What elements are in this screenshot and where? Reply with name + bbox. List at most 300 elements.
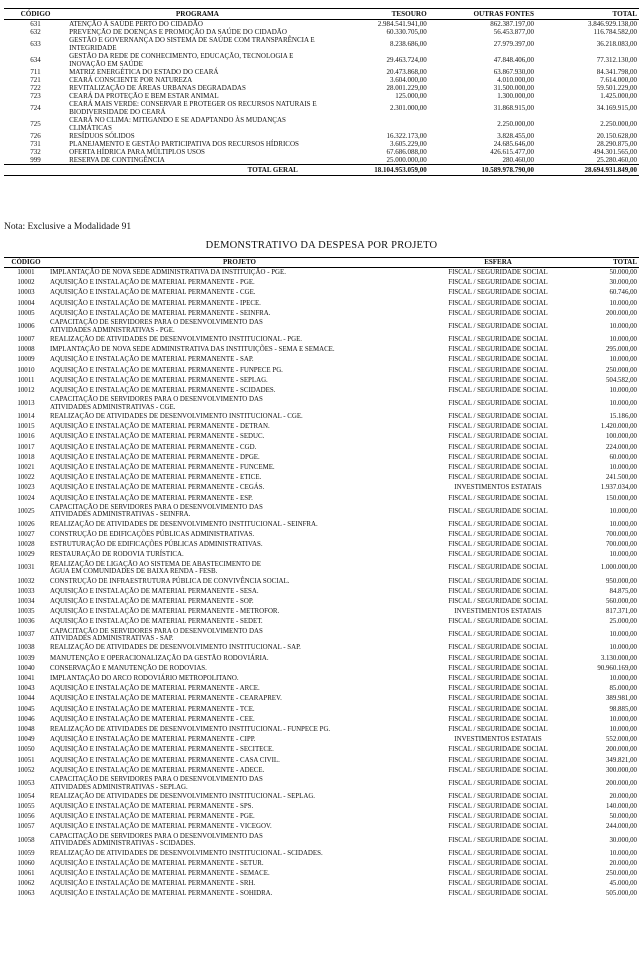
project-total: 20.000,00 [609, 859, 637, 867]
programs-header-program: PROGRAMA [67, 9, 328, 20]
program-outras: 280.460,00 [502, 156, 534, 164]
project-total: 10.000,00 [609, 507, 637, 515]
project-total: 10.000,00 [609, 551, 637, 559]
project-name: REALIZAÇÃO DE ATIVIDADES DE DESENVOLVIMENTO INSTITUCIONAL - SCIDADES. [50, 849, 323, 857]
project-code: 10037 [17, 631, 35, 639]
project-name: AQUISIÇÃO E INSTALAÇÃO DE MATERIAL PERMANENTE - DETRAN. [50, 423, 270, 431]
project-esfera: FISCAL / SEGURIDADE SOCIAL [448, 520, 548, 528]
project-name: AQUISIÇÃO E INSTALAÇÃO DE MATERIAL PERMANENTE - SECITECE. [50, 746, 274, 754]
project-total: 244.000,00 [605, 823, 637, 831]
project-total: 700.000,00 [605, 541, 637, 549]
project-total: 60.000,00 [609, 453, 637, 461]
project-total: 250.000,00 [605, 366, 637, 374]
program-outras: 426.615.477,00 [490, 148, 534, 156]
project-row [4, 684, 639, 694]
program-outras: 862.387.197,00 [490, 20, 534, 28]
program-row [4, 116, 639, 132]
project-code: 10043 [17, 685, 35, 693]
project-code: 10029 [17, 551, 35, 559]
project-code: 10021 [17, 464, 35, 472]
project-row [4, 725, 639, 735]
project-code: 10024 [17, 494, 35, 502]
project-total: 10.000,00 [609, 386, 637, 394]
program-outras: 1.300.000,00 [497, 92, 534, 100]
project-code: 10009 [17, 356, 35, 364]
program-code: 721 [30, 76, 41, 84]
program-name: RESÍDUOS SÓLIDOS [69, 132, 135, 140]
project-name: REALIZAÇÃO DE ATIVIDADES DE DESENVOLVIMENTO INSTITUCIONAL - SAP. [50, 644, 301, 652]
project-total: 10.000,00 [609, 715, 637, 723]
program-name: RESERVA DE CONTINGÊNCIA [69, 156, 165, 164]
program-code: 732 [30, 148, 41, 156]
project-row [4, 335, 639, 345]
project-code: 10039 [17, 654, 35, 662]
project-name: MANUTENÇÃO E OPERACIONALIZAÇÃO DA GESTÃO RODOVIÁRIA. [50, 654, 269, 662]
project-name: AQUISIÇÃO E INSTALAÇÃO DE MATERIAL PERMANENTE - CEE. [50, 715, 255, 723]
project-row [4, 694, 639, 704]
project-name: CONSTRUÇÃO DE INFRAESTRUTURA PÚBLICA DE CONVIVÊNCIA SOCIAL. [50, 577, 290, 585]
program-code: 731 [30, 140, 41, 148]
project-row [4, 560, 639, 576]
program-code: 725 [30, 120, 41, 128]
project-name: IMPLANTAÇÃO DE NOVA SEDE ADMINISTRATIVA DA INSTITUIÇÃO - PGE. [50, 269, 286, 277]
program-code: 723 [30, 92, 41, 100]
project-total: 20.000,00 [609, 792, 637, 800]
project-total: 250.000,00 [605, 870, 637, 878]
project-row [4, 412, 639, 422]
programs-total-outras: 10.589.978.790,00 [429, 165, 536, 176]
project-total: 10.000,00 [609, 464, 637, 472]
project-code: 10023 [17, 484, 35, 492]
project-name: AQUISIÇÃO E INSTALAÇÃO DE MATERIAL PERMANENTE - ADECE. [50, 766, 265, 774]
project-total: 1.937.034,00 [600, 484, 637, 492]
project-total: 10.000,00 [609, 520, 637, 528]
project-name: IMPLANTAÇÃO DO ARCO RODOVIÁRIO METROPOLITANO. [50, 675, 239, 683]
project-row [4, 735, 639, 745]
project-row [4, 714, 639, 724]
program-outras: 56.453.877,00 [493, 28, 534, 36]
project-esfera: FISCAL / SEGURIDADE SOCIAL [448, 664, 548, 672]
program-code: 711 [30, 68, 41, 76]
project-total: 50.000,00 [609, 813, 637, 821]
project-row [4, 319, 639, 335]
project-code: 10012 [17, 386, 35, 394]
project-row [4, 792, 639, 802]
project-code: 10015 [17, 423, 35, 431]
project-name: CONSERVAÇÃO E MANUTENÇÃO DE RODOVIAS. [50, 664, 207, 672]
project-row [4, 812, 639, 822]
programs-total-code [4, 165, 67, 176]
project-esfera: FISCAL / SEGURIDADE SOCIAL [448, 366, 548, 374]
program-tesouro: 2.984.541.941,00 [377, 20, 427, 28]
project-code: 10006 [17, 322, 35, 330]
project-row [4, 540, 639, 550]
project-code: 10002 [17, 279, 35, 287]
program-outras: 24.685.646,00 [493, 140, 534, 148]
project-esfera: FISCAL / SEGURIDADE SOCIAL [448, 386, 548, 394]
project-total: 300.000,00 [605, 766, 637, 774]
project-total: 224.000,00 [605, 443, 637, 451]
project-total: 200.000,00 [605, 779, 637, 787]
program-code: 999 [30, 156, 41, 164]
project-total: 241.500,00 [605, 474, 637, 482]
project-code: 10016 [17, 433, 35, 441]
project-row [4, 432, 639, 442]
program-total: 25.280.460,00 [596, 156, 637, 164]
project-name: AQUISIÇÃO E INSTALAÇÃO DE MATERIAL PERMANENTE - CGE. [50, 289, 256, 297]
project-code: 10041 [17, 675, 35, 683]
program-total: 28.290.875,00 [596, 140, 637, 148]
project-esfera: FISCAL / SEGURIDADE SOCIAL [448, 836, 548, 844]
project-code: 10026 [17, 520, 35, 528]
project-esfera: FISCAL / SEGURIDADE SOCIAL [448, 507, 548, 515]
project-total: 389.981,00 [605, 695, 637, 703]
project-name: AQUISIÇÃO E INSTALAÇÃO DE MATERIAL PERMANENTE - SRH. [50, 880, 256, 888]
project-name: AQUISIÇÃO E INSTALAÇÃO DE MATERIAL PERMANENTE - SEMACE. [50, 870, 270, 878]
project-esfera: FISCAL / SEGURIDADE SOCIAL [448, 530, 548, 538]
project-total: 140.000,00 [605, 803, 637, 811]
program-row [4, 92, 639, 100]
project-name: AQUISIÇÃO E INSTALAÇÃO DE MATERIAL PERMANENTE - SAP. [50, 356, 254, 364]
project-name: AQUISIÇÃO E INSTALAÇÃO DE MATERIAL PERMANENTE - ARCE. [50, 685, 260, 693]
project-esfera: FISCAL / SEGURIDADE SOCIAL [448, 766, 548, 774]
project-row [4, 288, 639, 298]
project-row [4, 345, 639, 355]
project-esfera: FISCAL / SEGURIDADE SOCIAL [448, 813, 548, 821]
project-code: 10025 [17, 507, 35, 515]
project-code: 10063 [17, 890, 35, 898]
project-esfera: FISCAL / SEGURIDADE SOCIAL [448, 289, 548, 297]
programs-header-total: TOTAL [536, 9, 639, 20]
project-esfera: FISCAL / SEGURIDADE SOCIAL [448, 413, 548, 421]
project-esfera: FISCAL / SEGURIDADE SOCIAL [448, 870, 548, 878]
project-esfera: FISCAL / SEGURIDADE SOCIAL [448, 654, 548, 662]
program-total: 36.218.083,00 [596, 40, 637, 48]
project-name: REALIZAÇÃO DE ATIVIDADES DE DESENVOLVIMENTO INSTITUCIONAL - FUNPECE PG. [50, 725, 331, 733]
project-name: CAPACITAÇÃO DE SERVIDORES PARA O DESENVOLVIMENTO DAS ATIVIDADES ADMINISTRATIVAS - SEPLAG. [50, 776, 263, 791]
project-code: 10045 [17, 705, 35, 713]
program-name: CEARÁ NO CLIMA: MITIGANDO E SE ADAPTANDO ÀS MUDANÇAS CLIMÁTICAS [69, 116, 286, 132]
program-row [4, 156, 639, 165]
project-row [4, 576, 639, 586]
project-name: REALIZAÇÃO DE ATIVIDADES DE DESENVOLVIMENTO INSTITUCIONAL - SEINFRA. [50, 520, 318, 528]
projects-header-code: CÓDIGO [4, 258, 48, 268]
project-total: 817.371,00 [605, 608, 637, 616]
project-name: AQUISIÇÃO E INSTALAÇÃO DE MATERIAL PERMANENTE - CASA CIVIL. [50, 756, 280, 764]
project-esfera: FISCAL / SEGURIDADE SOCIAL [448, 494, 548, 502]
project-row [4, 308, 639, 318]
program-code: 722 [30, 84, 41, 92]
program-name: MATRIZ ENERGÉTICA DO ESTADO DO CEARÁ [69, 68, 219, 76]
program-total: 20.150.628,00 [596, 132, 637, 140]
program-outras: 4.010.000,00 [497, 76, 534, 84]
project-row [4, 832, 639, 848]
project-row [4, 889, 639, 899]
project-total: 84.875,00 [609, 587, 637, 595]
project-row [4, 375, 639, 385]
project-esfera: FISCAL / SEGURIDADE SOCIAL [448, 618, 548, 626]
program-row [4, 76, 639, 84]
project-esfera: FISCAL / SEGURIDADE SOCIAL [448, 685, 548, 693]
project-esfera: FISCAL / SEGURIDADE SOCIAL [448, 631, 548, 639]
project-row [4, 597, 639, 607]
program-outras: 2.250.000,00 [497, 120, 534, 128]
project-row [4, 493, 639, 503]
program-tesouro: 2.301.000,00 [389, 104, 427, 112]
project-total: 10.000,00 [609, 675, 637, 683]
project-total: 552.000,00 [605, 736, 637, 744]
project-row [4, 298, 639, 308]
project-esfera: INVESTIMENTOS ESTATAIS [454, 484, 542, 492]
project-name: CAPACITAÇÃO DE SERVIDORES PARA O DESENVOLVIMENTO DAS ATIVIDADES ADMINISTRATIVAS - SAP. [50, 627, 263, 643]
project-code: 10005 [17, 309, 35, 317]
project-row [4, 653, 639, 663]
project-code: 10053 [17, 779, 35, 787]
project-esfera: FISCAL / SEGURIDADE SOCIAL [448, 695, 548, 703]
program-row [4, 140, 639, 148]
program-tesouro: 28.001.229,00 [386, 84, 427, 92]
project-code: 10060 [17, 859, 35, 867]
project-row [4, 776, 639, 792]
project-esfera: FISCAL / SEGURIDADE SOCIAL [448, 644, 548, 652]
project-esfera: FISCAL / SEGURIDADE SOCIAL [448, 309, 548, 317]
project-row [4, 453, 639, 463]
project-code: 10057 [17, 823, 35, 831]
project-name: AQUISIÇÃO E INSTALAÇÃO DE MATERIAL PERMANENTE - ESP. [50, 494, 253, 502]
project-row [4, 422, 639, 432]
programs-header-row [4, 9, 639, 20]
project-row [4, 550, 639, 560]
project-total: 200.000,00 [605, 309, 637, 317]
project-esfera: FISCAL / SEGURIDADE SOCIAL [448, 803, 548, 811]
project-name: AQUISIÇÃO E INSTALAÇÃO DE MATERIAL PERMANENTE - PGE. [50, 279, 255, 287]
project-esfera: FISCAL / SEGURIDADE SOCIAL [448, 849, 548, 857]
project-row [4, 848, 639, 858]
project-esfera: FISCAL / SEGURIDADE SOCIAL [448, 433, 548, 441]
project-name: AQUISIÇÃO E INSTALAÇÃO DE MATERIAL PERMANENTE - SOHIDRA. [50, 890, 273, 898]
project-esfera: FISCAL / SEGURIDADE SOCIAL [448, 880, 548, 888]
project-name: AQUISIÇÃO E INSTALAÇÃO DE MATERIAL PERMANENTE - TCE. [50, 705, 255, 713]
programs-total-label: TOTAL GERAL [67, 165, 328, 176]
programs-table [4, 8, 639, 176]
programs-total-row [4, 165, 639, 176]
project-code: 10001 [17, 269, 35, 277]
project-code: 10048 [17, 725, 35, 733]
project-total: 10.000,00 [609, 400, 637, 407]
project-total: 1.420.000,00 [600, 423, 637, 431]
project-row [4, 869, 639, 879]
project-code: 10055 [17, 803, 35, 811]
project-name: AQUISIÇÃO E INSTALAÇÃO DE MATERIAL PERMANENTE - PGE. [50, 813, 255, 821]
project-name: AQUISIÇÃO E INSTALAÇÃO DE MATERIAL PERMANENTE - CEGÁS. [50, 484, 265, 492]
project-name: CAPACITAÇÃO DE SERVIDORES PARA O DESENVOLVIMENTO DAS ATIVIDADES ADMINISTRATIVAS - PGE. [50, 319, 263, 334]
program-name: PLANEJAMENTO E GESTÃO PARTICIPATIVA DOS RECURSOS HÍDRICOS [69, 140, 299, 148]
project-row [4, 473, 639, 483]
project-code: 10058 [17, 836, 35, 844]
project-name: AQUISIÇÃO E INSTALAÇÃO DE MATERIAL PERMANENTE - SEDET. [50, 618, 263, 626]
project-row [4, 365, 639, 375]
project-name: AQUISIÇÃO E INSTALAÇÃO DE MATERIAL PERMANENTE - CGD. [50, 443, 257, 451]
project-code: 10051 [17, 756, 35, 764]
project-total: 90.960.169,00 [597, 664, 637, 672]
project-name: CONSTRUÇÃO DE EDIFICAÇÕES PÚBLICAS ADMINISTRATIVAS. [50, 530, 255, 538]
program-total: 59.501.229,00 [596, 84, 637, 92]
program-outras: 63.867.930,00 [493, 68, 534, 76]
program-total: 2.250.000,00 [600, 120, 637, 128]
project-total: 100.000,00 [605, 433, 637, 441]
project-row [4, 355, 639, 365]
programs-header-outras: OUTRAS FONTES [429, 9, 536, 20]
program-code: 634 [30, 56, 41, 64]
project-code: 10032 [17, 577, 35, 585]
project-total: 10.000,00 [609, 299, 637, 307]
projects-header-esfera: ESFERA [431, 258, 565, 268]
project-total: 10.000,00 [609, 849, 637, 857]
program-row [4, 100, 639, 116]
project-esfera: INVESTIMENTOS ESTATAIS [454, 608, 542, 616]
program-row [4, 84, 639, 92]
project-row [4, 664, 639, 674]
project-esfera: FISCAL / SEGURIDADE SOCIAL [448, 725, 548, 733]
programs-total-total: 28.694.931.849,00 [536, 165, 639, 176]
project-total: 700.000,00 [605, 530, 637, 538]
project-total: 30.000,00 [609, 279, 637, 287]
project-name: AQUISIÇÃO E INSTALAÇÃO DE MATERIAL PERMANENTE - CEARAPREV. [50, 695, 282, 703]
program-tesouro: 60.330.705,00 [386, 28, 427, 36]
project-esfera: FISCAL / SEGURIDADE SOCIAL [448, 346, 548, 354]
project-name: AQUISIÇÃO E INSTALAÇÃO DE MATERIAL PERMANENTE - SEINFRA. [50, 309, 271, 317]
project-esfera: FISCAL / SEGURIDADE SOCIAL [448, 474, 548, 482]
program-total: 34.169.915,00 [596, 104, 637, 112]
program-code: 726 [30, 132, 41, 140]
projects-table [4, 257, 639, 899]
project-total: 505.000,00 [605, 890, 637, 898]
project-row [4, 519, 639, 529]
project-row [4, 463, 639, 473]
project-name: CAPACITAÇÃO DE SERVIDORES PARA O DESENVOLVIMENTO DAS ATIVIDADES ADMINISTRATIVAS - CGE. [50, 396, 263, 411]
note-text: Nota: Exclusive a Modalidade 91 [4, 222, 132, 232]
project-total: 45.000,00 [609, 880, 637, 888]
project-esfera: FISCAL / SEGURIDADE SOCIAL [448, 443, 548, 451]
project-total: 85.000,00 [609, 685, 637, 693]
project-esfera: FISCAL / SEGURIDADE SOCIAL [448, 423, 548, 431]
programs-header-tesouro: TESOURO [328, 9, 429, 20]
program-name: ATENÇÃO À SAÚDE PERTO DO CIDADÃO [69, 20, 203, 28]
project-code: 10013 [17, 400, 35, 407]
project-esfera: FISCAL / SEGURIDADE SOCIAL [448, 746, 548, 754]
project-name: CAPACITAÇÃO DE SERVIDORES PARA O DESENVOLVIMENTO DAS ATIVIDADES ADMINISTRATIVAS - SEINFRA. [50, 503, 263, 519]
project-total: 15.186,00 [609, 413, 637, 421]
project-total: 3.130.000,00 [600, 654, 637, 662]
program-code: 724 [30, 104, 41, 112]
project-code: 10003 [17, 289, 35, 297]
project-code: 10034 [17, 597, 35, 605]
project-code: 10049 [17, 736, 35, 744]
program-total: 7.614.000,00 [600, 76, 637, 84]
program-outras: 31.500.000,00 [493, 84, 534, 92]
project-total: 10.000,00 [609, 322, 637, 330]
project-code: 10062 [17, 880, 35, 888]
projects-header-total: TOTAL [565, 258, 639, 268]
project-row [4, 586, 639, 596]
projects-title: DEMONSTRATIVO DA DESPESA POR PROJETO [205, 240, 438, 251]
project-total: 950.000,00 [605, 577, 637, 585]
project-row [4, 704, 639, 714]
project-code: 10054 [17, 792, 35, 800]
project-esfera: FISCAL / SEGURIDADE SOCIAL [448, 376, 548, 384]
project-total: 60.746,00 [609, 289, 637, 297]
project-code: 10011 [17, 376, 35, 384]
program-total: 1.425.000,00 [600, 92, 637, 100]
project-esfera: FISCAL / SEGURIDADE SOCIAL [448, 453, 548, 461]
program-row [4, 20, 639, 29]
project-row [4, 483, 639, 493]
project-total: 10.000,00 [609, 356, 637, 364]
program-total: 494.301.565,00 [593, 148, 637, 156]
project-row [4, 643, 639, 653]
project-code: 10061 [17, 870, 35, 878]
project-name: AQUISIÇÃO E INSTALAÇÃO DE MATERIAL PERMANENTE - ETICE. [50, 474, 262, 482]
project-code: 10017 [17, 443, 35, 451]
project-esfera: FISCAL / SEGURIDADE SOCIAL [448, 541, 548, 549]
project-name: ESTRUTURAÇÃO DE EDIFICAÇÕES PÚBLICAS ADMINISTRATIVAS. [50, 541, 263, 549]
project-total: 504.582,00 [605, 376, 637, 384]
project-esfera: FISCAL / SEGURIDADE SOCIAL [448, 675, 548, 683]
project-esfera: FISCAL / SEGURIDADE SOCIAL [448, 890, 548, 898]
program-tesouro: 3.605.229,00 [389, 140, 427, 148]
project-esfera: INVESTIMENTOS ESTATAIS [454, 736, 542, 744]
project-total: 560.000,00 [605, 597, 637, 605]
project-total: 150.000,00 [605, 494, 637, 502]
project-total: 10.000,00 [609, 644, 637, 652]
project-code: 10028 [17, 541, 35, 549]
project-name: REALIZAÇÃO DE ATIVIDADES DE DESENVOLVIMENTO INSTITUCIONAL - PGE. [50, 335, 302, 343]
program-row [4, 148, 639, 156]
project-code: 10004 [17, 299, 35, 307]
program-outras: 3.828.455,00 [497, 132, 534, 140]
project-name: REALIZAÇÃO DE ATIVIDADES DE DESENVOLVIMENTO INSTITUCIONAL - CGE. [50, 413, 303, 421]
projects-body [4, 268, 639, 900]
project-row [4, 268, 639, 278]
program-tesouro: 25.000.000,00 [386, 156, 427, 164]
project-total: 1.000.000,00 [600, 564, 637, 572]
program-total: 77.312.130,00 [596, 56, 637, 64]
project-row [4, 396, 639, 412]
program-name: OFERTA HÍDRICA PARA MÚLTIPLOS USOS [69, 148, 205, 156]
program-total: 3.846.929.138,00 [588, 20, 637, 28]
program-total: 84.341.798,00 [596, 68, 637, 76]
project-code: 10007 [17, 335, 35, 343]
project-esfera: FISCAL / SEGURIDADE SOCIAL [448, 792, 548, 800]
project-row [4, 802, 639, 812]
program-tesouro: 16.322.173,00 [386, 132, 427, 140]
project-esfera: FISCAL / SEGURIDADE SOCIAL [448, 400, 548, 407]
program-code: 633 [30, 40, 41, 48]
project-total: 98.885,00 [609, 705, 637, 713]
program-tesouro: 8.238.686,00 [389, 40, 427, 48]
project-esfera: FISCAL / SEGURIDADE SOCIAL [448, 322, 548, 330]
project-name: AQUISIÇÃO E INSTALAÇÃO DE MATERIAL PERMANENTE - SOP. [50, 597, 254, 605]
project-code: 10040 [17, 664, 35, 672]
project-esfera: FISCAL / SEGURIDADE SOCIAL [448, 564, 548, 572]
project-name: RESTAURAÇÃO DE RODOVIA TURÍSTICA. [50, 551, 184, 559]
program-name: CEARÁ MAIS VERDE: CONSERVAR E PROTEGER OS RECURSOS NATURAIS E BIODIVERSIDADE DO CEARÁ [69, 100, 317, 116]
program-name: GESTÃO E GOVERNANÇA DO SISTEMA DE SAÚDE COM TRANSPARÊNCIA E INTEGRIDADE [69, 36, 315, 52]
project-code: 10014 [17, 413, 35, 421]
project-esfera: FISCAL / SEGURIDADE SOCIAL [448, 756, 548, 764]
project-esfera: FISCAL / SEGURIDADE SOCIAL [448, 715, 548, 723]
program-row [4, 36, 639, 52]
